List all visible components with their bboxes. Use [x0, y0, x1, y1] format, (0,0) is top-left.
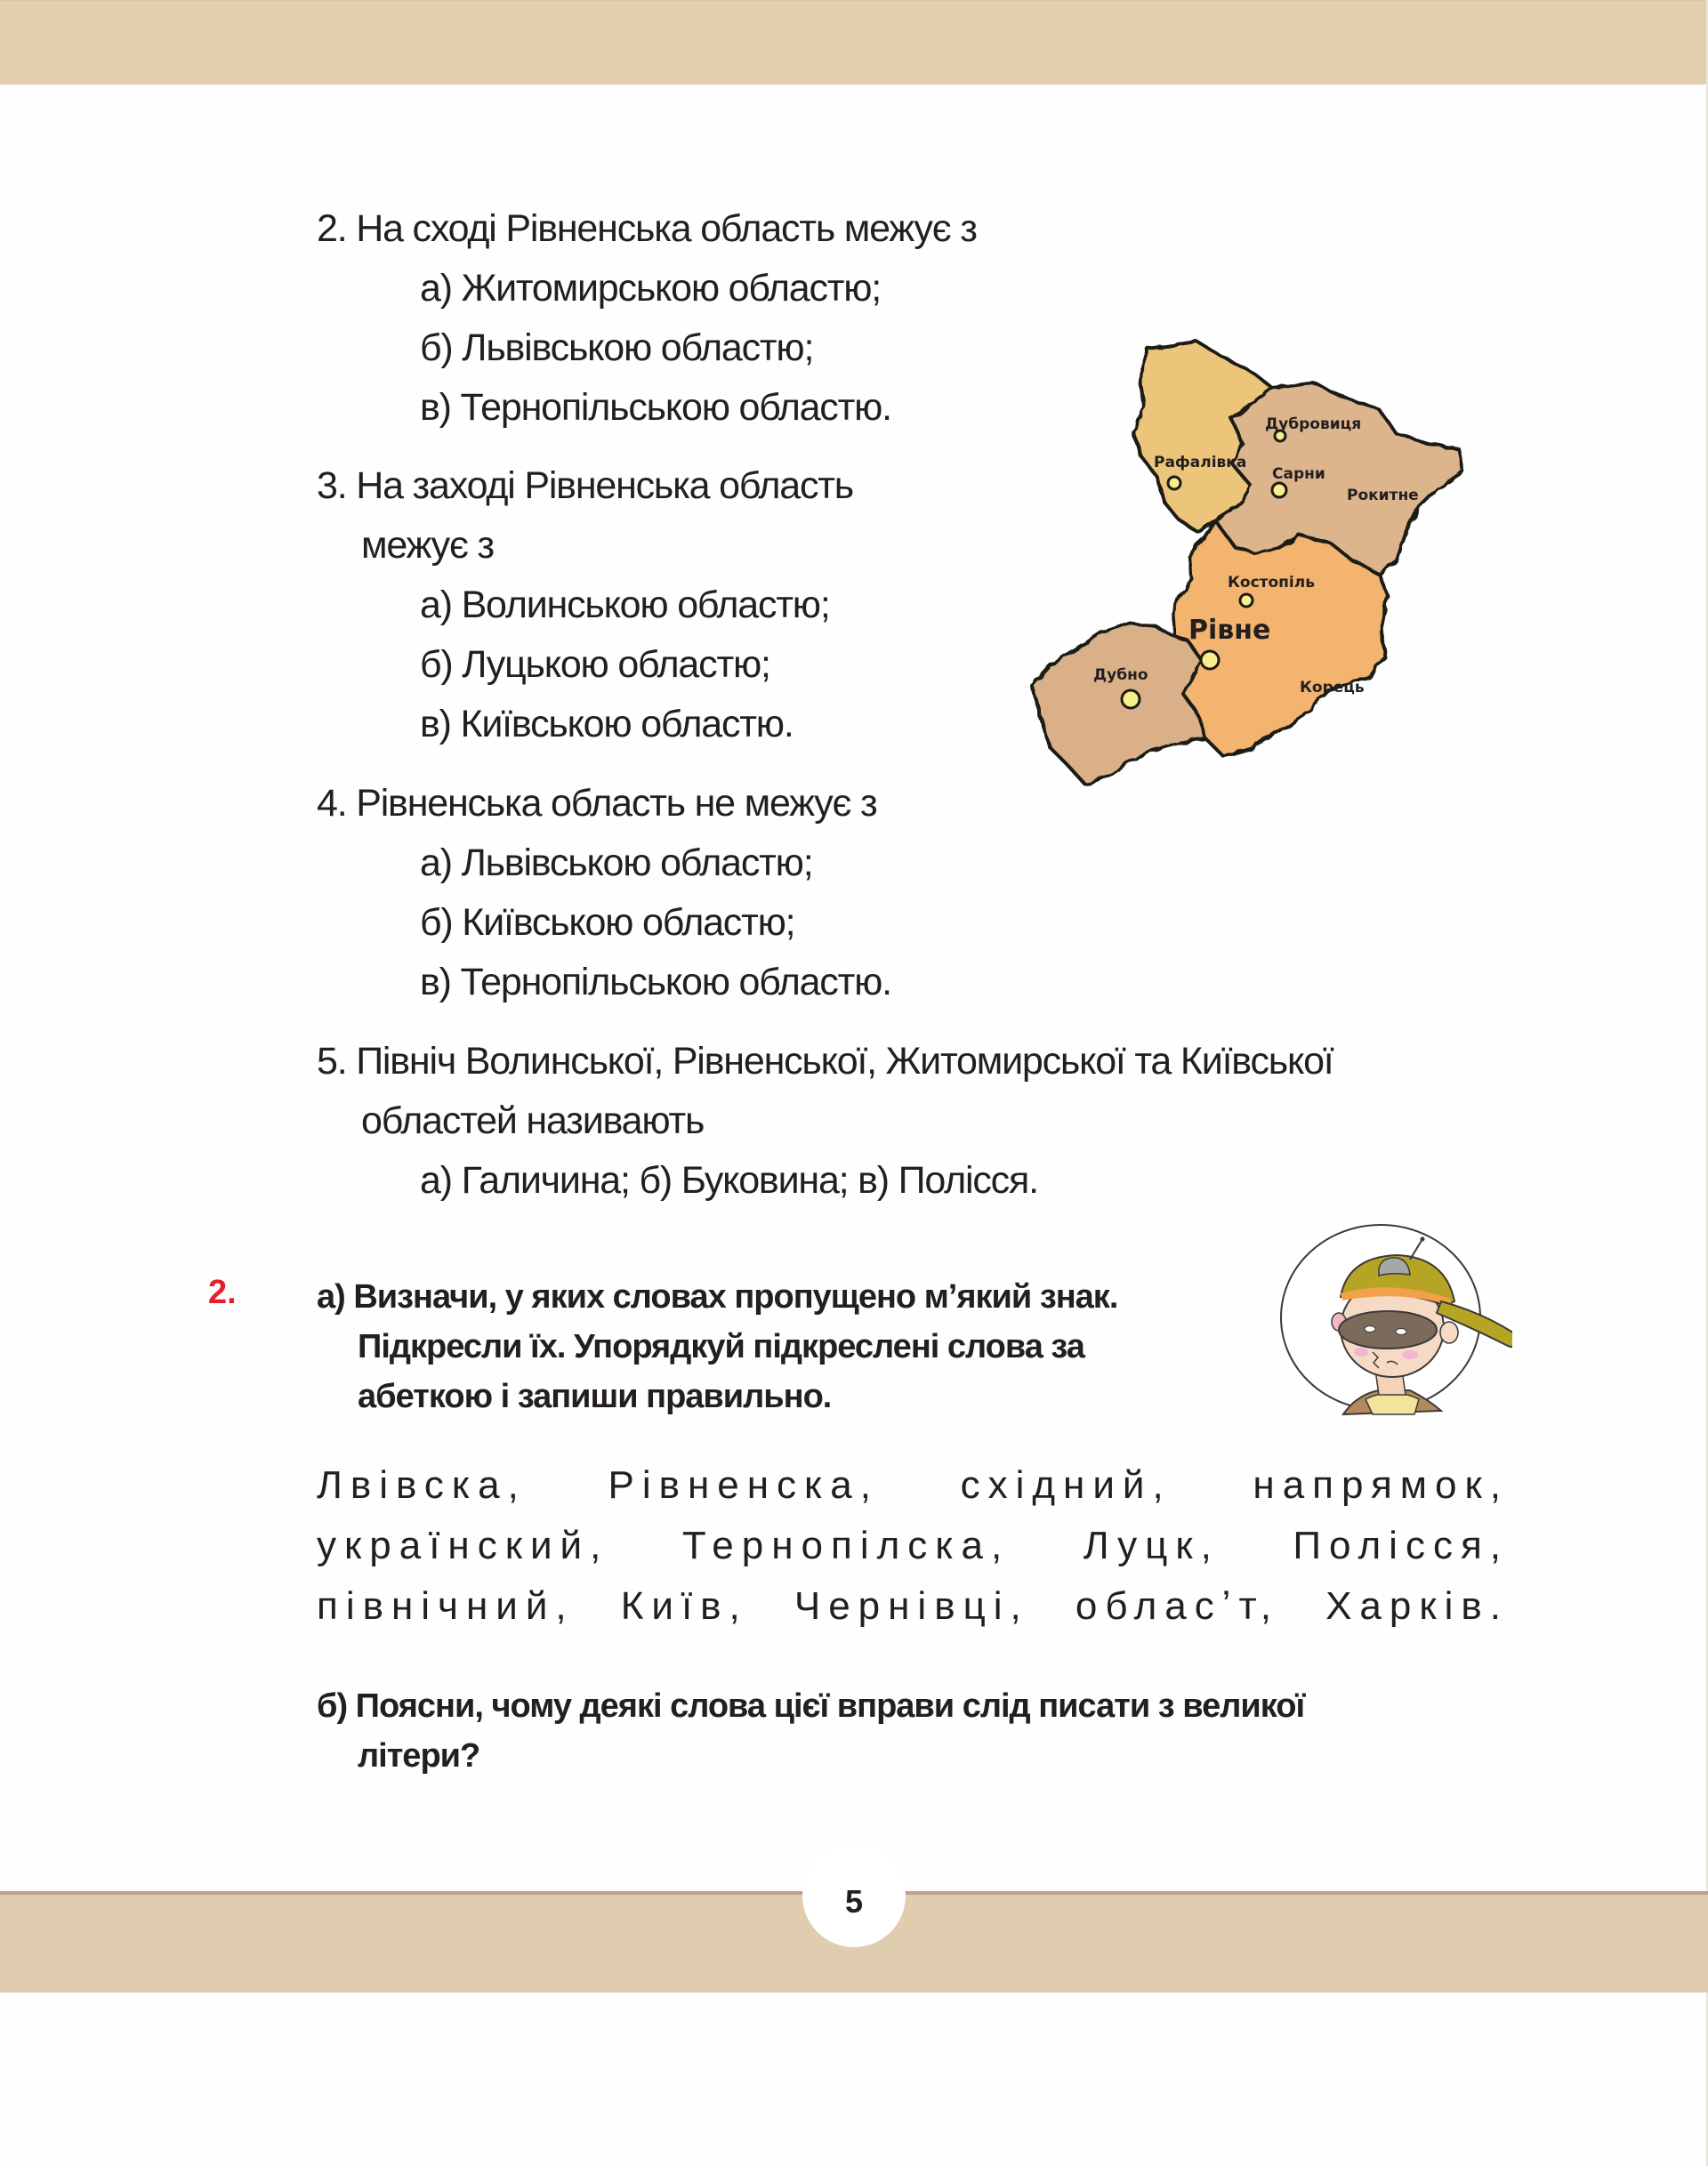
city-dot-dubno [1122, 690, 1140, 708]
question-3-stem [317, 456, 853, 516]
question-4-stem [317, 774, 891, 833]
exercise-part-a [317, 1272, 1260, 1421]
question-text: Північ Волинської, Рівненської, Житомирської та Київської [356, 1040, 1333, 1083]
option-b: б) Київською областю; [420, 901, 795, 944]
option-a: а) Житомирською областю; [420, 267, 882, 310]
question-text: Рівненська область не межує з [356, 782, 877, 825]
header-band [0, 0, 1708, 85]
option-c: в) Тернопільською областю. [420, 386, 891, 429]
city-label: Дубровиця [1265, 415, 1362, 433]
question-number: 2. [317, 207, 347, 250]
word-list [317, 1455, 1509, 1637]
city-label: Сарни [1272, 465, 1325, 483]
instruction-line: а) Визначи, у яких словах пропущено м’який знак. [317, 1278, 1118, 1316]
city-label: Корець [1300, 679, 1365, 697]
question-text-cont: межує з [361, 524, 494, 567]
page-number: 5 [844, 1883, 864, 1920]
question-2 [317, 199, 977, 438]
question-text: На сході Рівненська область межує з [356, 207, 977, 250]
option-c: в) Тернопільською областю. [420, 961, 891, 1003]
option-b: б) Луцькою областю; [420, 643, 770, 686]
city-label: Рокитне [1347, 487, 1419, 504]
question-3 [317, 456, 853, 754]
question-text: На заході Рівненська область [356, 464, 853, 507]
city-label-capital: Рівне [1188, 615, 1271, 646]
instruction-line: абеткою і запиши правильно. [358, 1378, 832, 1415]
word-line: Лвівска, Рівненска, східний, напрямок, [317, 1463, 1509, 1507]
question-5-stem [317, 1032, 1333, 1091]
city-label: Костопіль [1228, 574, 1315, 592]
instruction-line: літери? [358, 1737, 480, 1775]
word-line: північний, Київ, Чернівці, обласʼт, Харків. [317, 1584, 1509, 1628]
page-number-badge [802, 1844, 906, 1947]
city-dot-rivne [1201, 651, 1219, 669]
city-dot-rafalivka [1168, 477, 1180, 489]
option-b: б) Львівською областю; [420, 326, 814, 369]
question-number: 4. [317, 782, 347, 825]
option-c: в) Київською областю. [420, 703, 794, 745]
word-line: українский, Тернопілска, Луцк, Полісся, [317, 1524, 1509, 1567]
map-region-dubno [1032, 623, 1205, 785]
option-a: а) Львівською областю; [420, 841, 813, 884]
instruction-line: Підкресли їх. Упорядкуй підкреслені слова за [358, 1328, 1084, 1365]
exercise-part-b [317, 1681, 1509, 1781]
question-number: 3. [317, 464, 347, 507]
map-region-north [1215, 382, 1463, 574]
city-dot-sarny [1272, 483, 1286, 497]
question-text-cont: областей називають [361, 1099, 705, 1142]
question-4 [317, 774, 891, 1012]
instruction-line: б) Поясни, чому деякі слова цієї вправи слід писати з великої [317, 1687, 1305, 1725]
exercise-number: 2. [208, 1274, 237, 1311]
question-number: 5. [317, 1040, 347, 1083]
city-label: Дубно [1093, 666, 1148, 684]
boy-with-cap-and-mask-icon [1268, 1217, 1512, 1421]
question-5 [317, 1032, 1333, 1211]
city-dot-kostopil [1240, 594, 1253, 607]
city-label: Рафалівка [1154, 454, 1247, 471]
option-a: а) Волинською областю; [420, 584, 830, 626]
question-2-stem [317, 199, 977, 259]
rivne-oblast-map [1014, 329, 1512, 863]
options-inline: а) Галичина; б) Буковина; в) Полісся. [420, 1159, 1038, 1202]
